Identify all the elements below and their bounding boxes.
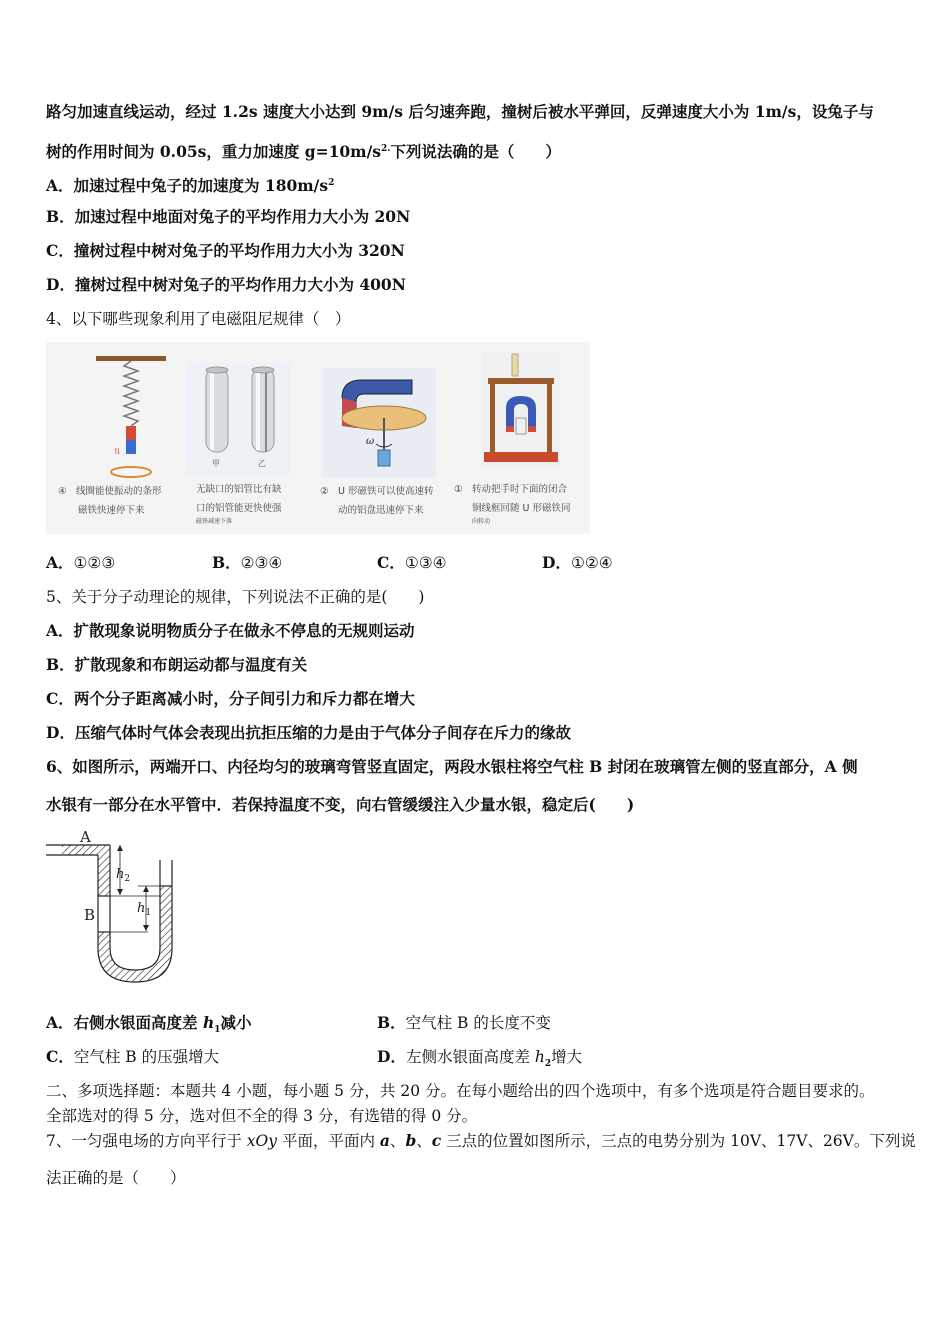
q4-option-d: D．①②④ bbox=[542, 553, 613, 572]
q5-option-b: B．扩散现象和布朗运动都与温度有关 bbox=[46, 655, 308, 674]
q5-option-a: A．扩散现象说明物质分子在做永不停息的无规则运动 bbox=[46, 621, 415, 640]
omega-label: ω bbox=[366, 436, 375, 447]
section2-heading-line1: 二、多项选择题：本题共 4 小题，每小题 5 分，共 20 分。在每小题给出的四个选项中，有多个选项是符合题目要求的。 bbox=[46, 1082, 875, 1100]
q5-option-d: D．压缩气体时气体会表现出抗拒压缩的力是由于气体分子间存在斥力的缘故 bbox=[46, 723, 571, 742]
panel1-caption: ④ 线圈能使振动的条形 磁铁快速停下来 bbox=[58, 486, 162, 516]
q6-option-d: D．左侧水银面高度差 $h_2$增大 bbox=[377, 1047, 583, 1070]
panel3-caption: ② U 形磁铁可以使高速转 动的铝盘迅速停下来 bbox=[320, 486, 434, 516]
aluminum-tubes-illustration bbox=[186, 362, 290, 476]
q4-option-a: A．①②③ bbox=[46, 553, 116, 572]
label-b: B bbox=[84, 906, 96, 924]
q6-option-a: A．右侧水银面高度差 $h_1$减小 bbox=[46, 1013, 252, 1036]
spring-magnet-illustration bbox=[76, 352, 186, 482]
q6-stem-line2: 水银有一部分在水平管中．若保持温度不变，向右管缓缓注入少量水银，稳定后( ) bbox=[46, 795, 635, 814]
q3-option-a: A．加速过程中兔子的加速度为 $180m/s^2$ bbox=[46, 176, 335, 196]
svg-text:⇅: ⇅ bbox=[114, 447, 121, 456]
section2-heading-line2: 全部选对的得 5 分，选对但不全的得 3 分，有选错的得 0 分。 bbox=[46, 1107, 478, 1125]
panel4-caption: ① 转动把手时下面的闭合 铜线框回随 U 形磁铁同 向转动 bbox=[454, 484, 571, 525]
q4-figure bbox=[46, 342, 590, 534]
q3-option-b: B．加速过程中地面对兔子的平均作用力大小为 20N bbox=[46, 207, 411, 226]
q3-stem-line2: 树的作用时间为 0.05s，重力加速度 $g=10m/s^{2.}$下列说法确的是（ ） bbox=[46, 142, 561, 162]
label-a: A bbox=[80, 828, 91, 846]
q6-option-c: C．空气柱 B 的压强增大 bbox=[46, 1047, 220, 1066]
disc-magnet-illustration bbox=[322, 368, 436, 478]
tube-label-jia: 甲 bbox=[212, 459, 220, 468]
tube-label-yi: 乙 bbox=[258, 459, 266, 468]
q4-option-c: C．①③④ bbox=[377, 553, 447, 572]
panel2-caption: 无缺口的铝管比有缺 口的铝管能更快使强 磁铁减速下落 bbox=[196, 484, 282, 525]
q6-option-b: B．空气柱 B 的长度不变 bbox=[377, 1013, 551, 1032]
q4-option-b: B．②③④ bbox=[212, 553, 283, 572]
q7-stem-line2: 法正确的是（ ） bbox=[46, 1169, 186, 1187]
q5-stem: 5、关于分子动理论的规律，下列说法不正确的是( ) bbox=[46, 588, 425, 606]
q7-stem-line1: 7、一匀强电场的方向平行于 xOy 平面，平面内 a、b、c 三点的位置如图所示，三点的电势分别为 10V、17V、26V。下列说 bbox=[46, 1131, 916, 1150]
label-h2: $h_2$ bbox=[116, 867, 131, 884]
label-h1: $h_1$ bbox=[137, 901, 152, 918]
q3-option-c: C．撞树过程中树对兔子的平均作用力大小为 320N bbox=[46, 241, 405, 260]
q3-option-d: D．撞树过程中树对兔子的平均作用力大小为 400N bbox=[46, 275, 406, 294]
frame-magnet-illustration bbox=[482, 352, 560, 466]
q3-stem-line1: 路匀加速直线运动，经过 1.2s 速度大小达到 9m/s 后匀速奔跑，撞树后被水平弹回，反弹速度大小为 1m/s，设兔子与 bbox=[46, 102, 874, 121]
q4-stem: 4、以下哪些现象利用了电磁阻尼规律（ ） bbox=[46, 310, 351, 328]
q5-option-c: C．两个分子距离减小时，分子间引力和斥力都在增大 bbox=[46, 689, 415, 708]
u-tube-diagram bbox=[40, 826, 190, 990]
q6-stem-line1: 6、如图所示，两端开口、内径均匀的玻璃弯管竖直固定，两段水银柱将空气柱 B 封闭在玻璃管左侧的竖直部分，A 侧 bbox=[46, 757, 858, 776]
